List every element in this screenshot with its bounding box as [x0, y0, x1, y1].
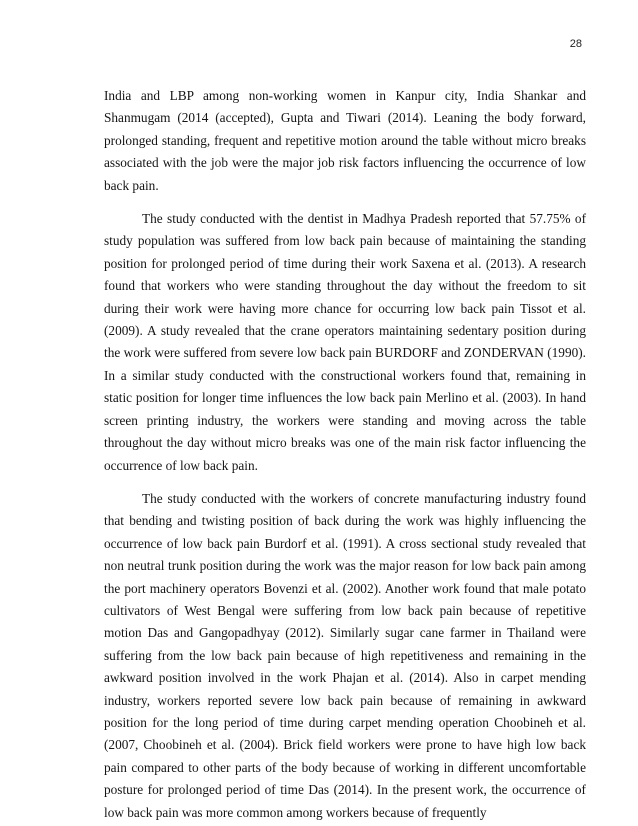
paragraph: The study conducted with the dentist in Madhya Pradesh reported that 57.75% of study population was suffered from low back pain because of maintaining the standing position for prolonged period of time during their work Saxena et al. (2013). A research found that workers who were standing throughout the day without the freedom to sit during their work were having more chance for occurring low back pain Tissot et al. (2009). A study revealed that the crane operators maintaining sedentary position during the work were suffered from severe low back pain BURDORF and ZONDERVAN (1990). In a similar study conducted with the constructional workers found that, remaining in static position for longer time influences the low back pain Merlino et al. (2003). In hand screen printing industry, the workers were standing and moving across the table throughout the day without micro breaks was one of the main risk factor influencing the occurrence of low back pain. [104, 211, 586, 473]
paragraph: The study conducted with the workers of concrete manufacturing industry found that bending and twisting position of back during the work was highly influencing the occurrence of low back pain Burdorf et al. (1991). A cross sectional study revealed that non neutral trunk position during the work was the major reason for low back pain among the port machinery operators Bovenzi et al. (2002). Another work found that male potato cultivators of West Bengal were suffering from low back pain because of repetitive motion Das and Gangopadhyay (2012). Similarly sugar cane farmer in Thailand were suffering from the low back pain because of high repetitiveness and remaining in the awkward position involved in the work Phajan et al. (2014). Also in carpet mending industry, workers reported severe low back pain because of remaining in awkward position for the long period of time during carpet mending operation Choobineh et al. (2007, Choobineh et al. (2004). Brick field workers were prone to have high low back pain compared to other parts of the body because of working in different uncomfortable posture for prolonged period of time Das (2014). In the present work, the occurrence of low back pain was more common among workers because of frequently [104, 490, 586, 820]
page-number: 28 [569, 38, 582, 50]
paragraph: India and LBP among non-working women in Kanpur city, India Shankar and Shanmugam (2014 (accepted), Gupta and Tiwari (2014). Leaning the body forward, prolonged standing, frequent and repetitive motion around the table without micro breaks associated with the job were the major job risk factors influencing the occurrence of low back pain. [104, 88, 586, 193]
body-text [104, 85, 586, 824]
